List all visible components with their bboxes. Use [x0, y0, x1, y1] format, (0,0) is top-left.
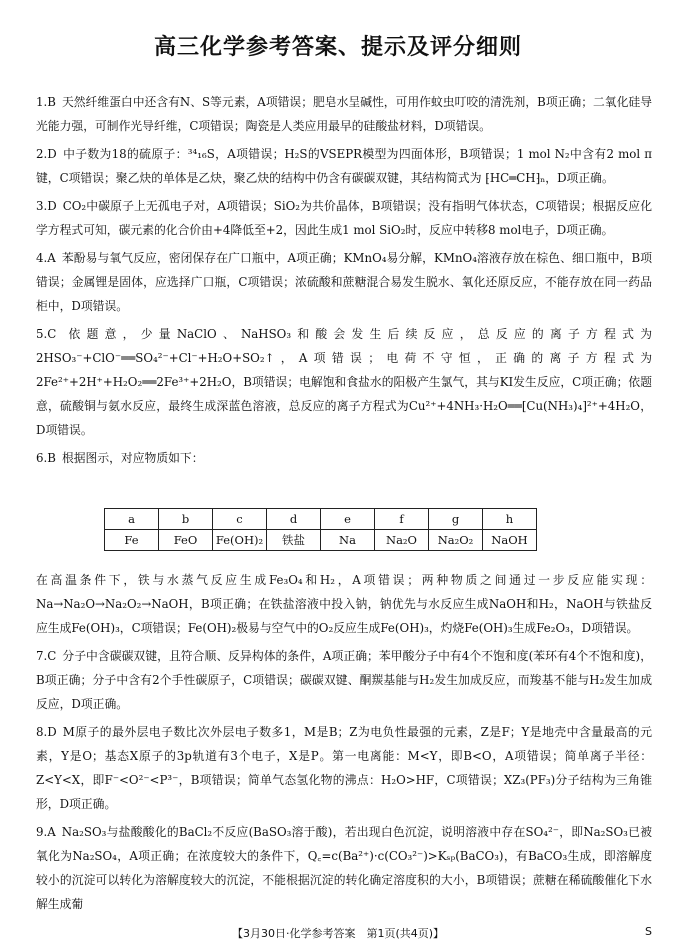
question-text: CO₂中碳原子上无孤电子对，A项错误；SiO₂为共价晶体，B项错误；没有指明气体状态，C项错误；根据反应化学方程式可知，碳元素的化合价由+4降低至+2，因此生成1 mol SiO₂时，反应中转移8 mol电子，D项正确。	[36, 199, 652, 237]
table-cell: Na₂O₂	[429, 530, 483, 551]
table-header-cell: c	[213, 509, 267, 530]
table-cell: FeO	[159, 530, 213, 551]
answer-list-bottom	[36, 568, 652, 920]
question-number: 3.D	[36, 199, 57, 213]
question-text: 分子中含碳碳双键，且符合顺、反异构体的条件，A项正确；苯甲酸分子中有4个不饱和度(苯环有4个不饱和度)，B项正确；分子中含有2个手性碳原子，C项错误；碳碳双键、酮羰基能与H₂发生加成反应，而羧基不能与H₂发生加成反应，D项正确。	[36, 649, 652, 711]
table-header-cell: b	[159, 509, 213, 530]
question-6	[36, 446, 652, 470]
question-text: 根据图示，对应物质如下：	[61, 451, 204, 465]
table-row	[105, 530, 537, 551]
question-number: 4.A	[36, 251, 56, 265]
table-header-row	[105, 509, 537, 530]
table-cell: Fe(OH)₂	[213, 530, 267, 551]
question-3	[36, 194, 652, 242]
question-number: 1.B	[36, 95, 56, 109]
question-7	[36, 644, 652, 716]
question-text: 依题意，少量NaClO、NaHSO₃和酸会发生后续反应，总反应的离子方程式为2HSO₃⁻+ClO⁻══SO₄²⁻+Cl⁻+H₂O+SO₂↑，A项错误；电荷不守恒，正确的离子方程式为2Fe²⁺+2H⁺+H₂O₂══2Fe³⁺+2H₂O，B项错误；电解饱和食盐水的阳极产生氯气，其与KI发生反应，C项正确；依题意，硫酸铜与氨水反应，最终生成深蓝色溶液，总反应的离子方程式为Cu²⁺+4NH₃·H₂O══[Cu(NH₃)₄]²⁺+4H₂O，D项错误。	[36, 327, 652, 437]
table-cell: NaOH	[483, 530, 537, 551]
substance-table	[104, 508, 537, 551]
table-header-cell: d	[267, 509, 321, 530]
question-text: 在高温条件下，铁与水蒸气反应生成Fe₃O₄和H₂，A项错误；两种物质之间通过一步反应能实现：Na→Na₂O→Na₂O₂→NaOH，B项正确；在铁盐溶液中投入钠，钠优先与水反应生成NaOH和H₂，NaOH与铁盐反应生成Fe(OH)₃，C项错误；Fe(OH)₂极易与空气中的O₂反应生成Fe(OH)₃，灼烧Fe(OH)₃生成Fe₂O₃，D项错误。	[36, 573, 652, 635]
question-number: 9.A	[36, 825, 56, 839]
question-5	[36, 322, 652, 442]
table-header-cell: h	[483, 509, 537, 530]
table-header-cell: e	[321, 509, 375, 530]
question-number: 2.D	[36, 147, 57, 161]
table-cell: Fe	[105, 530, 159, 551]
table-header-cell: a	[105, 509, 159, 530]
question-text: 苯酚易与氧气反应，密闭保存在广口瓶中，A项正确；KMnO₄易分解，KMnO₄溶液存放在棕色、细口瓶中，B项错误；金属锂是固体，应选择广口瓶，C项错误；浓硫酸和蔗糖混合易发生脱水、氧化还原反应，不能存放在同一药品柜中，D项错误。	[36, 251, 652, 313]
question-9	[36, 820, 652, 916]
question-text: M原子的最外层电子数比次外层电子数多1，M是B；Z为电负性最强的元素，Z是F；Y是地壳中含量最高的元素，Y是O；基态X原子的3p轨道有3个电子，X是P。第一电离能：M<Y，即B<O，A项错误；简单离子半径：Z<Y<X，即F⁻<O²⁻<P³⁻，B项错误；简单气态氢化物的沸点：H₂O>HF，C项错误；XZ₃(PF₃)分子结构为三角锥形，D项正确。	[36, 725, 652, 811]
question-1	[36, 90, 652, 138]
question-8	[36, 720, 652, 816]
question-number: 8.D	[36, 725, 57, 739]
question-number: 5.C	[36, 327, 57, 341]
question-2	[36, 142, 652, 190]
question-4	[36, 246, 652, 318]
footer-mark: S	[645, 925, 652, 938]
table-cell: Na	[321, 530, 375, 551]
table-cell: Na₂O	[375, 530, 429, 551]
page-title: 高三化学参考答案、提示及评分细则	[153, 35, 522, 60]
answer-list-top	[36, 90, 652, 474]
question-text: Na₂SO₃与盐酸酸化的BaCl₂不反应(BaSO₃溶于酸)，若出现白色沉淀，说明溶液中存在SO₄²⁻，即Na₂SO₃已被氧化为Na₂SO₄，A项正确；在浓度较大的条件下，Q꜀=c(Ba²⁺)·c(CO₃²⁻)>Kₛₚ(BaCO₃)，有BaCO₃生成，即溶解度较小的沉淀可以转化为溶解度较大的沉淀，不能根据沉淀的转化确定溶度积的大小，B项错误；蔗糖在稀硫酸催化下水解生成葡	[36, 825, 652, 911]
question-number: 6.B	[36, 451, 56, 465]
table-header-cell: g	[429, 509, 483, 530]
question-text: 天然纤维蛋白中还含有N、S等元素，A项错误；肥皂水呈碱性，可用作蚊虫叮咬的清洗剂，B项正确；二氧化硅导光能力强，可制作光导纤维，C项错误；陶瓷是人类应用最早的硅酸盐材料，D项错误。	[36, 95, 652, 133]
page-footer: 【3月30日·化学参考答案 第1页(共4页)】	[231, 927, 445, 940]
table-header-cell: f	[375, 509, 429, 530]
question-6-continued	[36, 568, 652, 640]
question-text: 中子数为18的硫原子：³⁴₁₆S，A项错误；H₂S的VSEPR模型为四面体形，B项错误；1 mol N₂中含有2 mol π键，C项错误；聚乙炔的单体是乙炔，聚乙炔的结构中仍含有碳碳双键，其结构简式为 ⁅HC═CH⁆ₙ，D项正确。	[36, 147, 652, 185]
table-cell: 铁盐	[267, 530, 321, 551]
question-number: 7.C	[36, 649, 57, 663]
